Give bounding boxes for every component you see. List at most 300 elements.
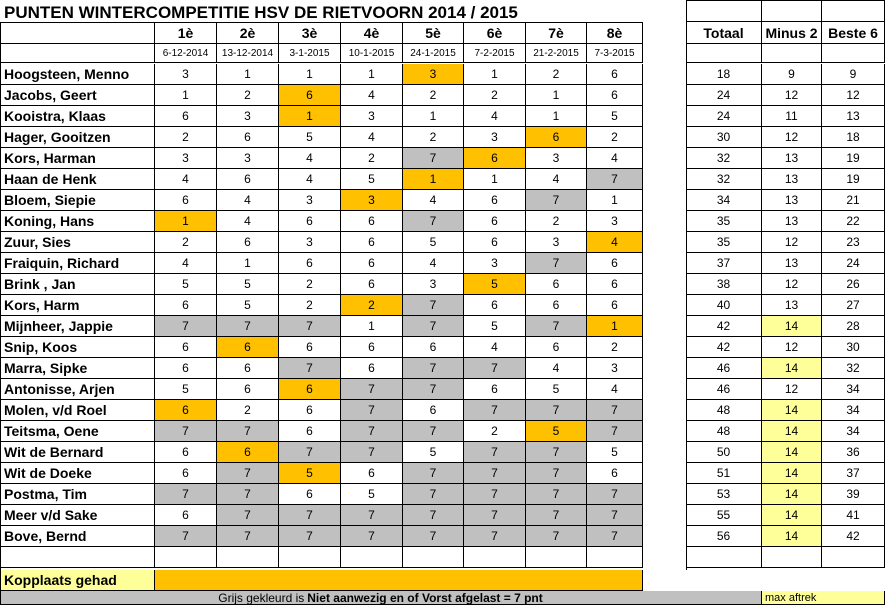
score-cell[interactable]: 7	[464, 505, 526, 526]
round-date-6: 7-2-2015	[464, 44, 526, 63]
score-cell[interactable]: 4	[403, 253, 464, 274]
player-name: Fraiquin, Richard	[0, 253, 155, 274]
round-header-7: 7è	[526, 22, 587, 44]
score-cell[interactable]: 7	[403, 379, 464, 400]
header-top-minus2	[762, 0, 822, 22]
score-cell[interactable]: 2	[587, 337, 643, 358]
score-cell[interactable]: 2	[341, 148, 403, 169]
header-blank-beste6	[822, 44, 885, 63]
beste6-cell: 34	[822, 400, 885, 421]
minus2-cell: 12	[762, 85, 822, 106]
score-cell[interactable]: 6	[279, 400, 341, 421]
score-cell[interactable]: 6	[155, 463, 217, 484]
player-name: Wit de Bernard	[0, 442, 155, 463]
score-cell[interactable]: 3	[279, 232, 341, 253]
score-cell[interactable]: 7	[341, 442, 403, 463]
beste6-cell: 36	[822, 442, 885, 463]
score-cell[interactable]: 2	[403, 127, 464, 148]
score-cell[interactable]: 1	[217, 253, 279, 274]
score-cell[interactable]: 7	[403, 484, 464, 505]
empty-row-totaal	[686, 547, 762, 568]
score-cell[interactable]: 2	[217, 85, 279, 106]
score-cell[interactable]: 1	[526, 106, 587, 127]
minus2-cell: 14	[762, 400, 822, 421]
score-cell[interactable]: 2	[217, 400, 279, 421]
score-cell[interactable]: 3	[341, 106, 403, 127]
beste6-cell: 18	[822, 127, 885, 148]
score-cell[interactable]: 3	[341, 190, 403, 211]
score-cell[interactable]: 1	[464, 169, 526, 190]
totaal-cell: 32	[686, 169, 762, 190]
score-cell[interactable]: 2	[403, 85, 464, 106]
player-name: Meer v/d Sake	[0, 505, 155, 526]
score-cell[interactable]: 6	[341, 337, 403, 358]
totaal-cell: 46	[686, 358, 762, 379]
score-cell[interactable]: 6	[217, 169, 279, 190]
player-name: Postma, Tim	[0, 484, 155, 505]
score-cell[interactable]: 6	[341, 274, 403, 295]
empty-row-cell	[526, 547, 587, 568]
score-cell[interactable]: 7	[464, 484, 526, 505]
beste6-cell: 22	[822, 211, 885, 232]
score-cell[interactable]: 6	[464, 232, 526, 253]
minus2-cell: 14	[762, 484, 822, 505]
header-blank-totaal	[686, 44, 762, 63]
score-cell[interactable]: 6	[464, 148, 526, 169]
empty-row-cell	[341, 547, 403, 568]
score-cell[interactable]: 3	[526, 148, 587, 169]
score-cell[interactable]: 7	[587, 526, 643, 547]
score-cell[interactable]: 6	[526, 295, 587, 316]
score-cell[interactable]: 5	[217, 274, 279, 295]
score-cell[interactable]: 5	[217, 295, 279, 316]
totaal-cell: 37	[686, 253, 762, 274]
score-cell[interactable]: 7	[155, 421, 217, 442]
score-cell[interactable]: 7	[403, 463, 464, 484]
score-cell[interactable]: 4	[587, 232, 643, 253]
score-cell[interactable]: 7	[217, 316, 279, 337]
score-cell[interactable]: 3	[403, 274, 464, 295]
score-cell[interactable]: 7	[155, 484, 217, 505]
score-cell[interactable]: 6	[217, 379, 279, 400]
score-cell[interactable]: 5	[155, 274, 217, 295]
legend-gray-text: Grijs gekleurd is	[218, 591, 305, 605]
score-cell[interactable]: 2	[279, 274, 341, 295]
score-cell[interactable]: 7	[403, 211, 464, 232]
score-cell[interactable]: 6	[587, 463, 643, 484]
legend-kopplaats-label: Kopplaats gehad	[0, 570, 155, 591]
beste6-cell: 12	[822, 85, 885, 106]
score-cell[interactable]: 5	[279, 127, 341, 148]
score-cell[interactable]: 6	[587, 274, 643, 295]
score-cell[interactable]: 1	[155, 211, 217, 232]
totaal-cell: 48	[686, 421, 762, 442]
score-cell[interactable]: 7	[464, 442, 526, 463]
score-cell[interactable]: 7	[587, 421, 643, 442]
score-cell[interactable]: 1	[587, 190, 643, 211]
round-header-8: 8è	[587, 22, 643, 44]
score-cell[interactable]: 7	[526, 505, 587, 526]
score-cell[interactable]: 6	[464, 295, 526, 316]
score-cell[interactable]: 6	[587, 85, 643, 106]
score-cell[interactable]: 7	[279, 316, 341, 337]
score-cell[interactable]: 2	[155, 232, 217, 253]
player-name: Snip, Koos	[0, 337, 155, 358]
score-cell[interactable]: 7	[526, 400, 587, 421]
totaal-cell: 53	[686, 484, 762, 505]
totaal-cell: 48	[686, 400, 762, 421]
border-top-totals	[686, 0, 885, 1]
score-cell[interactable]: 3	[155, 64, 217, 85]
legend-gray-bold: Niet aanwezig en of Vorst afgelast = 7 pnt	[307, 591, 543, 605]
minus2-cell: 12	[762, 379, 822, 400]
score-cell[interactable]: 7	[217, 463, 279, 484]
player-name: Antonisse, Arjen	[0, 379, 155, 400]
round-header-5: 5è	[403, 22, 464, 44]
beste6-cell: 27	[822, 295, 885, 316]
beste6-cell: 24	[822, 253, 885, 274]
score-cell[interactable]: 5	[341, 169, 403, 190]
minus2-cell: 12	[762, 127, 822, 148]
beste6-cell: 26	[822, 274, 885, 295]
score-cell[interactable]: 1	[587, 316, 643, 337]
score-cell[interactable]: 5	[464, 274, 526, 295]
score-cell[interactable]: 6	[403, 400, 464, 421]
score-cell[interactable]: 1	[341, 316, 403, 337]
score-cell[interactable]: 7	[526, 484, 587, 505]
score-cell[interactable]: 1	[526, 85, 587, 106]
minus2-cell: 14	[762, 358, 822, 379]
score-cell[interactable]: 6	[526, 337, 587, 358]
empty-row-name	[0, 547, 155, 568]
score-cell[interactable]: 2	[526, 64, 587, 85]
score-cell[interactable]: 6	[279, 421, 341, 442]
score-cell[interactable]: 3	[155, 148, 217, 169]
score-cell[interactable]: 7	[526, 526, 587, 547]
score-cell[interactable]: 2	[279, 295, 341, 316]
score-cell[interactable]: 1	[403, 106, 464, 127]
score-cell[interactable]: 7	[279, 526, 341, 547]
score-cell[interactable]: 7	[403, 505, 464, 526]
score-cell[interactable]: 6	[526, 127, 587, 148]
score-cell[interactable]: 7	[217, 421, 279, 442]
score-cell[interactable]: 7	[403, 526, 464, 547]
round-date-5: 24-1-2015	[403, 44, 464, 63]
score-cell[interactable]: 7	[341, 421, 403, 442]
empty-row-beste6	[822, 547, 885, 568]
score-cell[interactable]: 3	[217, 148, 279, 169]
score-cell[interactable]: 4	[155, 169, 217, 190]
minus2-cell: 14	[762, 463, 822, 484]
score-cell[interactable]: 1	[279, 64, 341, 85]
header-minus2: Minus 2	[762, 22, 822, 44]
score-cell[interactable]: 6	[464, 379, 526, 400]
minus2-cell: 12	[762, 232, 822, 253]
score-cell[interactable]: 7	[464, 400, 526, 421]
header-blank-name-2	[0, 44, 155, 63]
score-cell[interactable]: 6	[464, 190, 526, 211]
score-cell[interactable]: 3	[464, 127, 526, 148]
score-cell[interactable]: 5	[526, 379, 587, 400]
beste6-cell: 21	[822, 190, 885, 211]
score-cell[interactable]: 4	[403, 190, 464, 211]
score-cell[interactable]: 3	[279, 190, 341, 211]
score-cell[interactable]: 7	[217, 484, 279, 505]
totaal-cell: 55	[686, 505, 762, 526]
score-cell[interactable]: 5	[526, 421, 587, 442]
beste6-cell: 37	[822, 463, 885, 484]
score-cell[interactable]: 7	[279, 442, 341, 463]
score-cell[interactable]: 7	[341, 505, 403, 526]
score-cell[interactable]: 2	[464, 85, 526, 106]
score-cell[interactable]: 5	[587, 106, 643, 127]
beste6-cell: 32	[822, 358, 885, 379]
player-name: Zuur, Sies	[0, 232, 155, 253]
header-top-totaal	[686, 0, 762, 22]
score-cell[interactable]: 5	[155, 379, 217, 400]
beste6-cell: 34	[822, 421, 885, 442]
beste6-cell: 23	[822, 232, 885, 253]
score-cell[interactable]: 1	[341, 64, 403, 85]
beste6-cell: 28	[822, 316, 885, 337]
score-cell[interactable]: 6	[155, 505, 217, 526]
minus2-cell: 14	[762, 316, 822, 337]
score-cell[interactable]: 1	[403, 169, 464, 190]
round-date-7: 21-2-2015	[526, 44, 587, 63]
player-name: Koning, Hans	[0, 211, 155, 232]
round-header-2: 2è	[217, 22, 279, 44]
score-cell[interactable]: 6	[341, 232, 403, 253]
score-cell[interactable]: 6	[217, 232, 279, 253]
score-cell[interactable]: 6	[155, 190, 217, 211]
score-cell[interactable]: 5	[279, 463, 341, 484]
score-cell[interactable]: 6	[155, 295, 217, 316]
player-name: Kors, Harm	[0, 295, 155, 316]
totaal-cell: 50	[686, 442, 762, 463]
header-top-beste6	[822, 0, 885, 22]
score-cell[interactable]: 6	[403, 337, 464, 358]
border-left-totals	[686, 0, 687, 570]
player-name: Bloem, Siepie	[0, 190, 155, 211]
score-cell[interactable]: 6	[279, 379, 341, 400]
score-cell[interactable]: 5	[341, 484, 403, 505]
score-cell[interactable]: 6	[341, 253, 403, 274]
round-date-1: 6-12-2014	[155, 44, 217, 63]
totaal-cell: 56	[686, 526, 762, 547]
score-cell[interactable]: 6	[279, 253, 341, 274]
empty-row-cell	[464, 547, 526, 568]
sheet-title: PUNTEN WINTERCOMPETITIE HSV DE RIETVOORN 2014 / 2015	[4, 3, 518, 22]
score-cell[interactable]: 3	[587, 358, 643, 379]
score-cell[interactable]: 6	[155, 442, 217, 463]
score-cell[interactable]: 4	[341, 85, 403, 106]
minus2-cell: 11	[762, 106, 822, 127]
score-cell[interactable]: 7	[464, 358, 526, 379]
beste6-cell: 19	[822, 148, 885, 169]
player-name: Brink , Jan	[0, 274, 155, 295]
minus2-cell: 14	[762, 526, 822, 547]
score-cell[interactable]: 6	[279, 85, 341, 106]
score-cell[interactable]: 7	[403, 421, 464, 442]
score-cell[interactable]: 6	[279, 337, 341, 358]
round-date-4: 10-1-2015	[341, 44, 403, 63]
score-cell[interactable]: 6	[217, 337, 279, 358]
empty-row-cell	[217, 547, 279, 568]
score-cell[interactable]: 6	[217, 127, 279, 148]
score-cell[interactable]: 2	[341, 295, 403, 316]
score-cell[interactable]: 7	[526, 316, 587, 337]
score-cell[interactable]: 2	[464, 421, 526, 442]
beste6-cell: 13	[822, 106, 885, 127]
score-cell[interactable]: 6	[279, 484, 341, 505]
score-cell[interactable]: 2	[526, 211, 587, 232]
score-cell[interactable]: 5	[403, 232, 464, 253]
score-cell[interactable]: 3	[464, 253, 526, 274]
score-cell[interactable]: 7	[403, 358, 464, 379]
score-cell[interactable]: 6	[464, 211, 526, 232]
score-cell[interactable]: 7	[341, 379, 403, 400]
score-cell[interactable]: 3	[403, 64, 464, 85]
player-name: Haan de Henk	[0, 169, 155, 190]
score-cell[interactable]: 1	[464, 64, 526, 85]
score-cell[interactable]: 4	[587, 148, 643, 169]
score-cell[interactable]: 6	[341, 463, 403, 484]
score-cell[interactable]: 7	[587, 400, 643, 421]
round-date-8: 7-3-2015	[587, 44, 643, 63]
score-cell[interactable]: 5	[403, 442, 464, 463]
score-cell[interactable]: 3	[587, 211, 643, 232]
score-cell[interactable]: 7	[526, 442, 587, 463]
minus2-cell: 14	[762, 442, 822, 463]
score-cell[interactable]: 2	[587, 127, 643, 148]
score-cell[interactable]: 1	[279, 106, 341, 127]
score-cell[interactable]: 3	[526, 232, 587, 253]
score-cell[interactable]: 4	[279, 169, 341, 190]
score-cell[interactable]: 4	[217, 211, 279, 232]
minus2-cell: 12	[762, 274, 822, 295]
score-cell[interactable]: 7	[464, 463, 526, 484]
minus2-cell: 14	[762, 421, 822, 442]
score-cell[interactable]: 2	[155, 127, 217, 148]
score-cell[interactable]: 6	[341, 211, 403, 232]
score-cell[interactable]: 5	[587, 442, 643, 463]
beste6-cell: 42	[822, 526, 885, 547]
score-cell[interactable]: 7	[341, 400, 403, 421]
score-cell[interactable]: 6	[155, 106, 217, 127]
score-cell[interactable]: 4	[526, 169, 587, 190]
border-top-main	[0, 22, 643, 23]
score-cell[interactable]: 7	[155, 526, 217, 547]
score-cell[interactable]: 6	[155, 358, 217, 379]
minus2-cell: 13	[762, 295, 822, 316]
score-cell[interactable]: 6	[155, 337, 217, 358]
header-beste6: Beste 6	[822, 22, 885, 44]
score-cell[interactable]: 4	[341, 127, 403, 148]
score-cell[interactable]: 7	[341, 526, 403, 547]
totaal-cell: 38	[686, 274, 762, 295]
header-totaal: Totaal	[686, 22, 762, 44]
player-name: Kooistra, Klaas	[0, 106, 155, 127]
score-cell[interactable]: 6	[341, 358, 403, 379]
totaal-cell: 51	[686, 463, 762, 484]
score-cell[interactable]: 6	[587, 295, 643, 316]
round-date-2: 13-12-2014	[217, 44, 279, 63]
score-cell[interactable]: 7	[403, 148, 464, 169]
score-cell[interactable]: 7	[526, 190, 587, 211]
totaal-cell: 18	[686, 64, 762, 85]
player-name: Hoogsteen, Menno	[0, 64, 155, 85]
score-cell[interactable]: 1	[155, 85, 217, 106]
minus2-cell: 14	[762, 505, 822, 526]
beste6-cell: 9	[822, 64, 885, 85]
player-name: Teitsma, Oene	[0, 421, 155, 442]
minus2-cell: 13	[762, 211, 822, 232]
score-cell[interactable]: 5	[464, 316, 526, 337]
beste6-cell: 19	[822, 169, 885, 190]
score-cell[interactable]: 7	[217, 526, 279, 547]
player-name: Bove, Bernd	[0, 526, 155, 547]
score-cell[interactable]: 6	[587, 253, 643, 274]
player-name: Mijnheer, Jappie	[0, 316, 155, 337]
score-cell[interactable]: 1	[217, 64, 279, 85]
score-cell[interactable]: 4	[526, 358, 587, 379]
score-cell[interactable]: 7	[403, 295, 464, 316]
legend-gray-row	[0, 591, 762, 605]
score-cell[interactable]: 7	[587, 484, 643, 505]
border-left	[0, 22, 1, 605]
score-cell[interactable]: 7	[526, 463, 587, 484]
score-cell[interactable]: 4	[464, 337, 526, 358]
totaal-cell: 35	[686, 211, 762, 232]
totaal-cell: 46	[686, 379, 762, 400]
score-cell[interactable]: 7	[526, 253, 587, 274]
round-header-1: 1è	[155, 22, 217, 44]
score-cell[interactable]: 6	[217, 358, 279, 379]
score-cell[interactable]: 7	[279, 358, 341, 379]
player-name: Wit de Doeke	[0, 463, 155, 484]
player-name: Marra, Sipke	[0, 358, 155, 379]
round-header-4: 4è	[341, 22, 403, 44]
score-cell[interactable]: 6	[217, 442, 279, 463]
score-cell[interactable]: 4	[279, 148, 341, 169]
score-cell[interactable]: 3	[217, 106, 279, 127]
score-cell[interactable]: 4	[155, 253, 217, 274]
totaal-cell: 34	[686, 190, 762, 211]
player-name: Hager, Gooitzen	[0, 127, 155, 148]
player-name: Molen, v/d Roel	[0, 400, 155, 421]
totaal-cell: 40	[686, 295, 762, 316]
score-cell[interactable]: 6	[526, 274, 587, 295]
score-cell[interactable]: 7	[587, 169, 643, 190]
score-cell[interactable]: 4	[464, 106, 526, 127]
minus2-cell: 13	[762, 190, 822, 211]
score-cell[interactable]: 6	[587, 64, 643, 85]
round-date-3: 3-1-2015	[279, 44, 341, 63]
score-cell[interactable]: 7	[464, 526, 526, 547]
score-cell[interactable]: 7	[279, 505, 341, 526]
score-cell[interactable]: 4	[587, 379, 643, 400]
totaal-cell: 30	[686, 127, 762, 148]
score-cell[interactable]: 6	[155, 400, 217, 421]
totaal-cell: 32	[686, 148, 762, 169]
score-cell[interactable]: 7	[403, 316, 464, 337]
score-cell[interactable]: 7	[155, 316, 217, 337]
score-cell[interactable]: 6	[279, 211, 341, 232]
totaal-cell: 24	[686, 85, 762, 106]
score-cell[interactable]: 7	[587, 505, 643, 526]
score-cell[interactable]: 4	[217, 190, 279, 211]
score-cell[interactable]: 7	[217, 505, 279, 526]
